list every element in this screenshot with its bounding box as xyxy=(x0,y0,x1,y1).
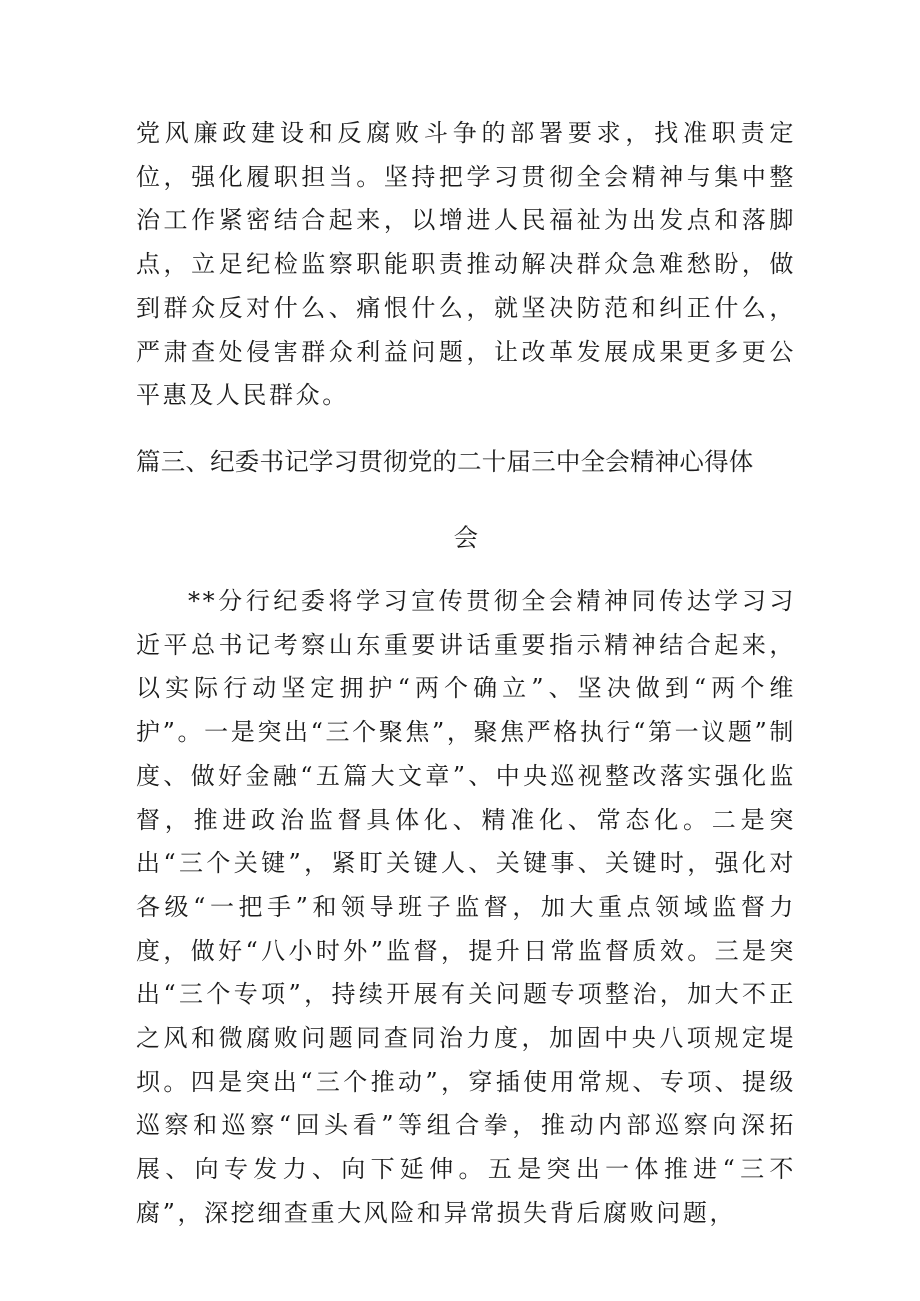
body-paragraph: **分行纪委将学习宣传贯彻全会精神同传达学习习近平总书记考察山东重要讲话重要指示精神结合起来，以实际行动坚定拥护“两个确立”、坚决做到“两个维护”。一是突出“三个聚焦”，聚焦严格执行“第一议题”制度、做好金融“五篇大文章”、中央巡视整改落实强化监督，推进政治监督具体化、精准化、常态化。二是突出“三个关键”，紧盯关键人、关键事、关键时，强化对各级“一把手”和领导班子监督，加大重点领域监督力度，做好“八小时外”监督，提升日常监督质效。三是突出“三个专项”，持续开展有关问题专项整治，加大不正之风和微腐败问题同查同治力度，加固中央八项规定堤坝。四是突出“三个推动”，穿插使用常规、专项、提级巡察和巡察“回头看”等组合拳，推动内部巡察向深拓展、向专发力、向下延伸。五是突出一体推进“三不腐”，深挖细查重大风险和异常损失背后腐败问题， xyxy=(136,587,796,1227)
section-heading-line-2: 会 xyxy=(453,523,479,552)
body-paragraph-continued: 党风廉政建设和反腐败斗争的部署要求，找准职责定位，强化履职担当。坚持把学习贯彻全会精神与集中整治工作紧密结合起来，以增进人民福祉为出发点和落脚点，立足纪检监察职能职责推动解决群众急难愁盼，做到群众反对什么、痛恨什么，就坚决防范和纠正什么，严肃查处侵害群众利益问题，让改革发展成果更多更公平惠及人民群众。 xyxy=(136,119,796,410)
section-heading-line-1: 篇三、纪委书记学习贯彻党的二十届三中全会精神心得体 xyxy=(136,447,754,476)
section-heading xyxy=(136,424,796,576)
